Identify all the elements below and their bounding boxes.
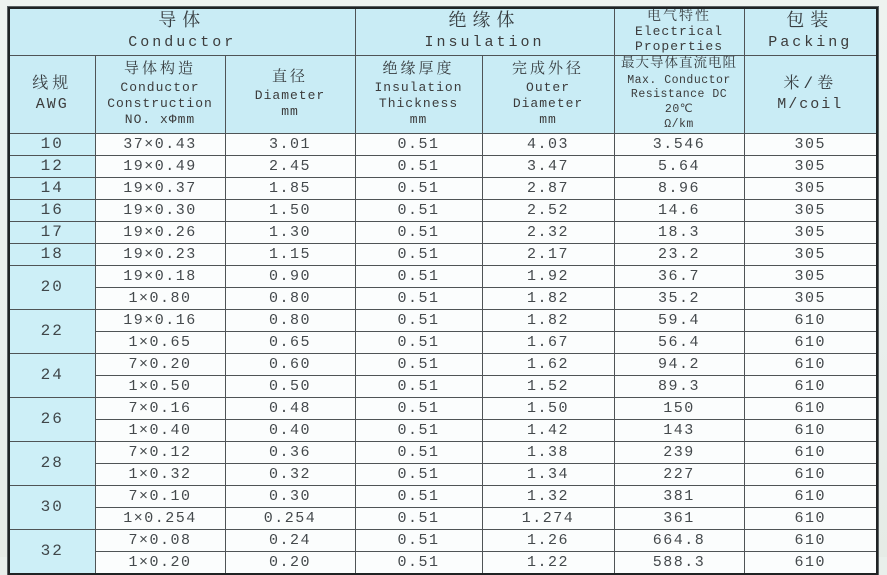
awg-value-cell: 10: [9, 134, 95, 156]
cell-diameter: 0.50: [225, 376, 355, 398]
cell-diameter: 1.50: [225, 200, 355, 222]
cell-coil: 610: [744, 442, 877, 464]
column-header-max-resistance: [614, 55, 744, 133]
group-header-electrical-properties: [614, 8, 744, 55]
column-header-outer-label: 完成外径 Outer Diameter mm: [512, 60, 585, 128]
cell-diameter: 0.32: [225, 464, 355, 486]
cell-resistance: 94.2: [614, 354, 744, 376]
cell-diameter: 0.80: [225, 288, 355, 310]
cell-outer: 4.03: [482, 134, 614, 156]
cell-resistance: 8.96: [614, 178, 744, 200]
awg-value-cell: 28: [9, 442, 95, 486]
cell-construction: 7×0.16: [95, 398, 225, 420]
cell-coil: 305: [744, 156, 877, 178]
cell-outer: 2.17: [482, 244, 614, 266]
group-header-packing-label: 包装 Packing: [768, 12, 853, 51]
cell-outer: 1.62: [482, 354, 614, 376]
cell-diameter: 3.01: [225, 134, 355, 156]
cell-resistance: 35.2: [614, 288, 744, 310]
cell-thickness: 0.51: [355, 486, 482, 508]
column-header-conductor-construction: [95, 55, 225, 133]
cell-coil: 305: [744, 178, 877, 200]
cell-resistance: 150: [614, 398, 744, 420]
cell-resistance: 89.3: [614, 376, 744, 398]
cell-construction: 1×0.50: [95, 376, 225, 398]
cell-diameter: 1.30: [225, 222, 355, 244]
table-row-awg-18: [9, 244, 877, 266]
table-row-awg-16: [9, 200, 877, 222]
cell-thickness: 0.51: [355, 552, 482, 575]
cell-resistance: 239: [614, 442, 744, 464]
cell-thickness: 0.51: [355, 244, 482, 266]
cell-outer: 1.22: [482, 552, 614, 575]
column-header-m-per-coil: [744, 55, 877, 133]
cell-diameter: 1.15: [225, 244, 355, 266]
table-row-awg-28-1: [9, 442, 877, 464]
group-header-conductor-label: 导体 Conductor: [128, 12, 237, 51]
cell-coil: 610: [744, 530, 877, 552]
table-row-awg-20-1: [9, 266, 877, 288]
awg-value-cell: 30: [9, 486, 95, 530]
cell-resistance: 56.4: [614, 332, 744, 354]
awg-value-cell: 32: [9, 530, 95, 575]
cell-thickness: 0.51: [355, 178, 482, 200]
group-header-conductor: [9, 8, 355, 55]
awg-value-cell: 12: [9, 156, 95, 178]
cell-construction: 19×0.16: [95, 310, 225, 332]
cell-outer: 3.47: [482, 156, 614, 178]
cell-diameter: 0.80: [225, 310, 355, 332]
table-row-awg-22-1: [9, 310, 877, 332]
cell-thickness: 0.51: [355, 530, 482, 552]
cell-diameter: 1.85: [225, 178, 355, 200]
awg-value-cell: 17: [9, 222, 95, 244]
table-row-awg-32-1: [9, 530, 877, 552]
cell-outer: 2.32: [482, 222, 614, 244]
cell-construction: 19×0.30: [95, 200, 225, 222]
cell-diameter: 0.60: [225, 354, 355, 376]
column-header-diameter-label: 直径 Diameter mm: [254, 68, 326, 119]
table-row-awg-30-2: [9, 508, 877, 530]
cell-construction: 7×0.08: [95, 530, 225, 552]
cell-construction: 1×0.254: [95, 508, 225, 530]
cell-outer: 1.274: [482, 508, 614, 530]
cell-coil: 610: [744, 486, 877, 508]
cell-outer: 1.38: [482, 442, 614, 464]
cell-construction: 1×0.20: [95, 552, 225, 575]
cell-coil: 610: [744, 420, 877, 442]
cell-construction: 1×0.65: [95, 332, 225, 354]
column-header-awg-label: 线规 AWG: [32, 74, 73, 114]
cell-construction: 7×0.10: [95, 486, 225, 508]
cell-diameter: 0.30: [225, 486, 355, 508]
column-header-coil-label: 米/卷 M/coil: [777, 74, 844, 114]
cell-coil: 610: [744, 464, 877, 486]
cell-outer: 1.92: [482, 266, 614, 288]
cell-construction: 19×0.23: [95, 244, 225, 266]
table-row-awg-26-1: [9, 398, 877, 420]
cell-thickness: 0.51: [355, 200, 482, 222]
awg-value-cell: 22: [9, 310, 95, 354]
cell-coil: 610: [744, 398, 877, 420]
cell-thickness: 0.51: [355, 156, 482, 178]
table-body: [9, 134, 877, 575]
cell-construction: 19×0.18: [95, 266, 225, 288]
cell-outer: 1.67: [482, 332, 614, 354]
wire-spec-table: [8, 7, 878, 575]
column-header-diameter: [225, 55, 355, 133]
cell-diameter: 0.24: [225, 530, 355, 552]
cell-thickness: 0.51: [355, 442, 482, 464]
cell-diameter: 0.20: [225, 552, 355, 575]
awg-value-cell: 16: [9, 200, 95, 222]
column-header-outer-diameter: [482, 55, 614, 133]
cell-diameter: 0.254: [225, 508, 355, 530]
cell-thickness: 0.51: [355, 266, 482, 288]
cell-construction: 19×0.26: [95, 222, 225, 244]
cell-outer: 1.34: [482, 464, 614, 486]
cell-thickness: 0.51: [355, 398, 482, 420]
table-row-awg-26-2: [9, 420, 877, 442]
column-header-thickness-label: 绝缘厚度 Insulation Thickness mm: [374, 60, 463, 128]
table-row-awg-28-2: [9, 464, 877, 486]
cell-diameter: 0.36: [225, 442, 355, 464]
cell-diameter: 0.40: [225, 420, 355, 442]
table-row-awg-30-1: [9, 486, 877, 508]
cell-outer: 2.52: [482, 200, 614, 222]
table-row-awg-32-2: [9, 552, 877, 575]
cell-coil: 610: [744, 552, 877, 575]
cell-resistance: 5.64: [614, 156, 744, 178]
cell-construction: 7×0.12: [95, 442, 225, 464]
cell-coil: 305: [744, 266, 877, 288]
cell-coil: 610: [744, 332, 877, 354]
awg-value-cell: 26: [9, 398, 95, 442]
cell-resistance: 361: [614, 508, 744, 530]
cell-resistance: 664.8: [614, 530, 744, 552]
cell-construction: 1×0.80: [95, 288, 225, 310]
cell-outer: 1.32: [482, 486, 614, 508]
cell-thickness: 0.51: [355, 376, 482, 398]
awg-value-cell: 20: [9, 266, 95, 310]
cell-outer: 1.26: [482, 530, 614, 552]
cell-coil: 610: [744, 376, 877, 398]
cell-coil: 610: [744, 508, 877, 530]
cell-construction: 19×0.37: [95, 178, 225, 200]
cell-outer: 2.87: [482, 178, 614, 200]
cell-diameter: 0.90: [225, 266, 355, 288]
cell-resistance: 14.6: [614, 200, 744, 222]
cell-outer: 1.52: [482, 376, 614, 398]
cell-thickness: 0.51: [355, 310, 482, 332]
cell-diameter: 0.65: [225, 332, 355, 354]
group-header-insulation-label: 绝缘体 Insulation: [424, 12, 545, 51]
table-header: [9, 8, 877, 134]
cell-thickness: 0.51: [355, 332, 482, 354]
cell-resistance: 588.3: [614, 552, 744, 575]
cell-coil: 305: [744, 288, 877, 310]
cell-thickness: 0.51: [355, 420, 482, 442]
table-row-awg-12: [9, 156, 877, 178]
cell-thickness: 0.51: [355, 134, 482, 156]
cell-coil: 305: [744, 134, 877, 156]
column-header-construction-label: 导体构造 Conductor Construction NO. xΦmm: [107, 60, 213, 128]
cell-construction: 1×0.40: [95, 420, 225, 442]
cell-coil: 305: [744, 222, 877, 244]
cell-diameter: 2.45: [225, 156, 355, 178]
cell-construction: 37×0.43: [95, 134, 225, 156]
cell-resistance: 143: [614, 420, 744, 442]
awg-value-cell: 14: [9, 178, 95, 200]
cell-coil: 305: [744, 200, 877, 222]
awg-value-cell: 24: [9, 354, 95, 398]
group-header-electrical-label: 电气特性 Electrical Properties: [635, 9, 724, 55]
cell-coil: 610: [744, 354, 877, 376]
table-row-awg-24-1: [9, 354, 877, 376]
cell-diameter: 0.48: [225, 398, 355, 420]
cell-resistance: 36.7: [614, 266, 744, 288]
table-row-awg-20-2: [9, 288, 877, 310]
table-row-awg-14: [9, 178, 877, 200]
cell-resistance: 59.4: [614, 310, 744, 332]
cell-outer: 1.82: [482, 288, 614, 310]
cell-coil: 610: [744, 310, 877, 332]
cell-thickness: 0.51: [355, 508, 482, 530]
cell-thickness: 0.51: [355, 288, 482, 310]
column-header-awg: [9, 55, 95, 133]
cell-resistance: 227: [614, 464, 744, 486]
cell-resistance: 23.2: [614, 244, 744, 266]
cell-construction: 7×0.20: [95, 354, 225, 376]
cell-resistance: 18.3: [614, 222, 744, 244]
table-row-awg-24-2: [9, 376, 877, 398]
column-header-resistance-label: 最大导体直流电阻 Max. Conductor Resistance DC 20℃ Ω/km: [621, 56, 738, 132]
cell-construction: 1×0.32: [95, 464, 225, 486]
table-row-awg-22-2: [9, 332, 877, 354]
header-group-row: [9, 8, 877, 55]
cell-construction: 19×0.49: [95, 156, 225, 178]
header-column-row: [9, 55, 877, 133]
table-row-awg-10: [9, 134, 877, 156]
cell-thickness: 0.51: [355, 354, 482, 376]
cell-outer: 1.82: [482, 310, 614, 332]
group-header-insulation: [355, 8, 614, 55]
table-row-awg-17: [9, 222, 877, 244]
cell-resistance: 3.546: [614, 134, 744, 156]
awg-value-cell: 18: [9, 244, 95, 266]
cell-coil: 305: [744, 244, 877, 266]
cell-thickness: 0.51: [355, 464, 482, 486]
cell-thickness: 0.51: [355, 222, 482, 244]
cell-outer: 1.50: [482, 398, 614, 420]
cell-resistance: 381: [614, 486, 744, 508]
column-header-insulation-thickness: [355, 55, 482, 133]
cell-outer: 1.42: [482, 420, 614, 442]
group-header-packing: [744, 8, 877, 55]
